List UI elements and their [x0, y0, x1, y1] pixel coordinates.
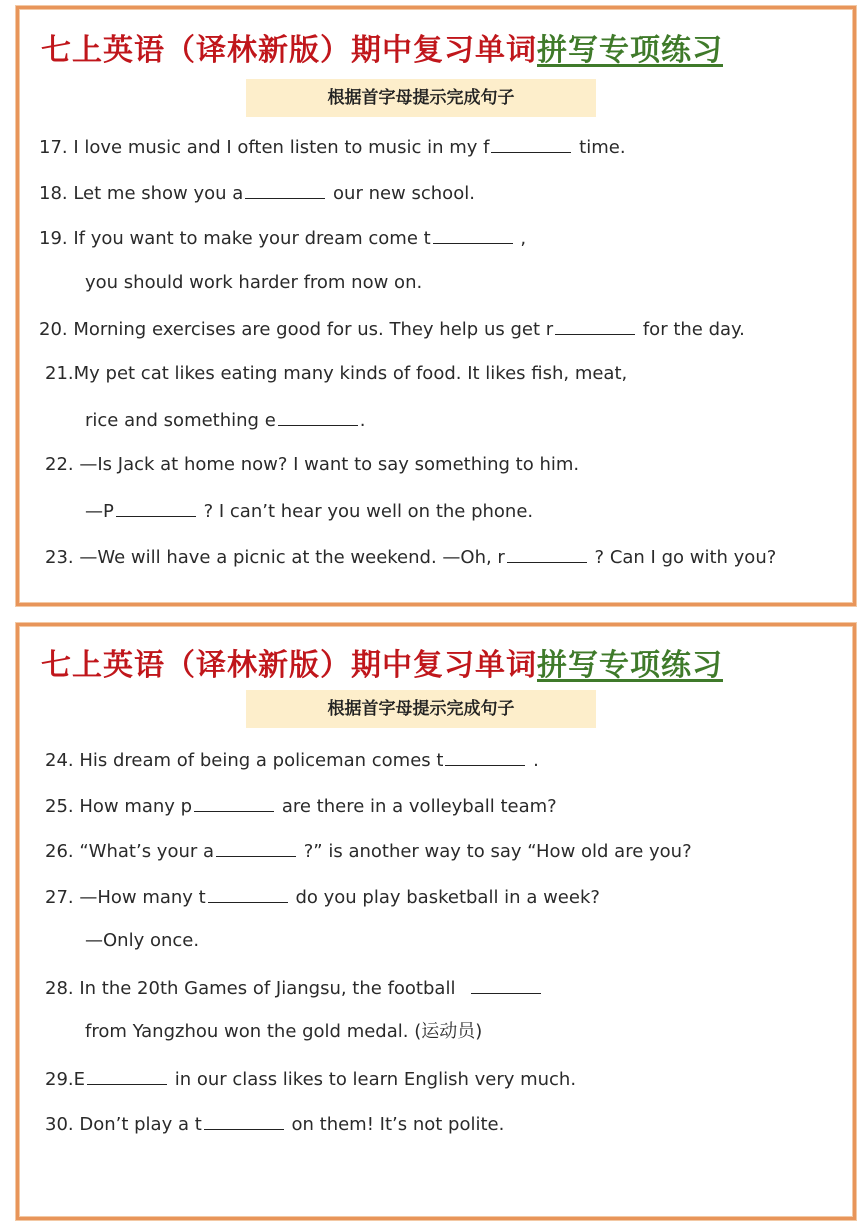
- question-text: 17. I love music and I often listen to music in my f: [39, 137, 490, 158]
- question-text: 23. —We will have a picnic at the weekend. —Oh, r: [45, 547, 505, 568]
- question-text-after: .: [359, 410, 366, 431]
- question-19-continued: [85, 271, 422, 295]
- question-28-continued: [85, 1020, 482, 1044]
- question-30: [45, 1111, 504, 1137]
- title-red-part: 七上英语（译林新版）期中复习单词: [41, 648, 537, 683]
- answer-blank[interactable]: [87, 1066, 167, 1085]
- question-27: [45, 884, 600, 910]
- answer-blank[interactable]: [278, 407, 358, 426]
- title-red-part: 七上英语（译林新版）期中复习单词: [41, 33, 537, 68]
- question-text-after: .: [527, 750, 539, 771]
- question-text-after: ? Can I go with you?: [588, 547, 777, 568]
- question-21-continued: [85, 407, 366, 433]
- answer-blank[interactable]: [555, 316, 635, 335]
- instruction-banner: 根据首字母提示完成句子: [246, 690, 596, 728]
- answer-blank[interactable]: [194, 793, 274, 812]
- question-text: 20. Morning exercises are good for us. They help us get r: [39, 319, 554, 340]
- worksheet-panel-2: [16, 623, 856, 1220]
- question-24: [45, 747, 539, 773]
- question-text: 22. —Is Jack at home now? I want to say something to him.: [45, 454, 580, 475]
- question-text: 25. How many p: [45, 796, 193, 817]
- question-text: 26. “What’s your a: [45, 841, 215, 862]
- instruction-banner: 根据首字母提示完成句子: [246, 79, 596, 117]
- question-text-after: ? I can’t hear you well on the phone.: [197, 501, 534, 522]
- question-text: 18. Let me show you a: [39, 183, 244, 204]
- question-text: 30. Don’t play a t: [45, 1114, 202, 1135]
- title-green-part: 拼写专项练习: [537, 648, 723, 683]
- question-21: [45, 362, 627, 386]
- question-text-after: in our class likes to learn English very much.: [169, 1069, 577, 1090]
- title-green-part: 拼写专项练习: [537, 33, 723, 68]
- question-text: 28. In the 20th Games of Jiangsu, the football: [45, 978, 462, 999]
- panel-title: [41, 25, 723, 69]
- panel-title: [41, 640, 723, 684]
- question-17: [39, 134, 626, 160]
- worksheet-panel-1: [16, 6, 856, 606]
- question-text-after: on them! It’s not polite.: [285, 1114, 505, 1135]
- question-text-after: are there in a volleyball team?: [276, 796, 557, 817]
- question-text: rice and something e: [85, 410, 276, 431]
- answer-blank[interactable]: [471, 975, 541, 994]
- answer-blank[interactable]: [208, 884, 288, 903]
- answer-blank[interactable]: [445, 747, 525, 766]
- answer-blank[interactable]: [204, 1111, 284, 1130]
- question-29: [45, 1066, 576, 1092]
- question-text-after: for the day.: [637, 319, 745, 340]
- question-text: 29.E: [45, 1069, 85, 1090]
- question-23: [45, 544, 776, 570]
- question-27-continued: [85, 929, 199, 953]
- answer-blank[interactable]: [245, 180, 325, 199]
- question-text-after: time.: [573, 137, 626, 158]
- question-text: —Only once.: [85, 930, 200, 951]
- question-26: [45, 838, 692, 864]
- question-text: —P: [85, 501, 114, 522]
- question-19: [39, 225, 526, 251]
- question-22: [45, 453, 579, 477]
- question-20: [39, 316, 745, 342]
- answer-blank[interactable]: [433, 225, 513, 244]
- question-18: [39, 180, 475, 206]
- question-text-after: our new school.: [327, 183, 475, 204]
- question-text: from Yangzhou won the gold medal. (运动员): [85, 1021, 483, 1042]
- question-text: 27. —How many t: [45, 887, 206, 908]
- answer-blank[interactable]: [216, 838, 296, 857]
- question-text-after: do you play basketball in a week?: [289, 887, 600, 908]
- answer-blank[interactable]: [116, 498, 196, 517]
- question-text-after: ,: [514, 228, 527, 249]
- question-25: [45, 793, 557, 819]
- answer-blank[interactable]: [491, 134, 571, 153]
- question-text: 21.My pet cat likes eating many kinds of food. It likes fish, meat,: [45, 363, 628, 384]
- question-text: 19. If you want to make your dream come t: [39, 228, 431, 249]
- question-22-continued: [85, 498, 533, 524]
- question-text: 24. His dream of being a policeman comes t: [45, 750, 444, 771]
- question-28: [45, 975, 543, 1001]
- answer-blank[interactable]: [507, 544, 587, 563]
- question-text-after: ?” is another way to say “How old are you?: [298, 841, 692, 862]
- question-text: you should work harder from now on.: [85, 272, 423, 293]
